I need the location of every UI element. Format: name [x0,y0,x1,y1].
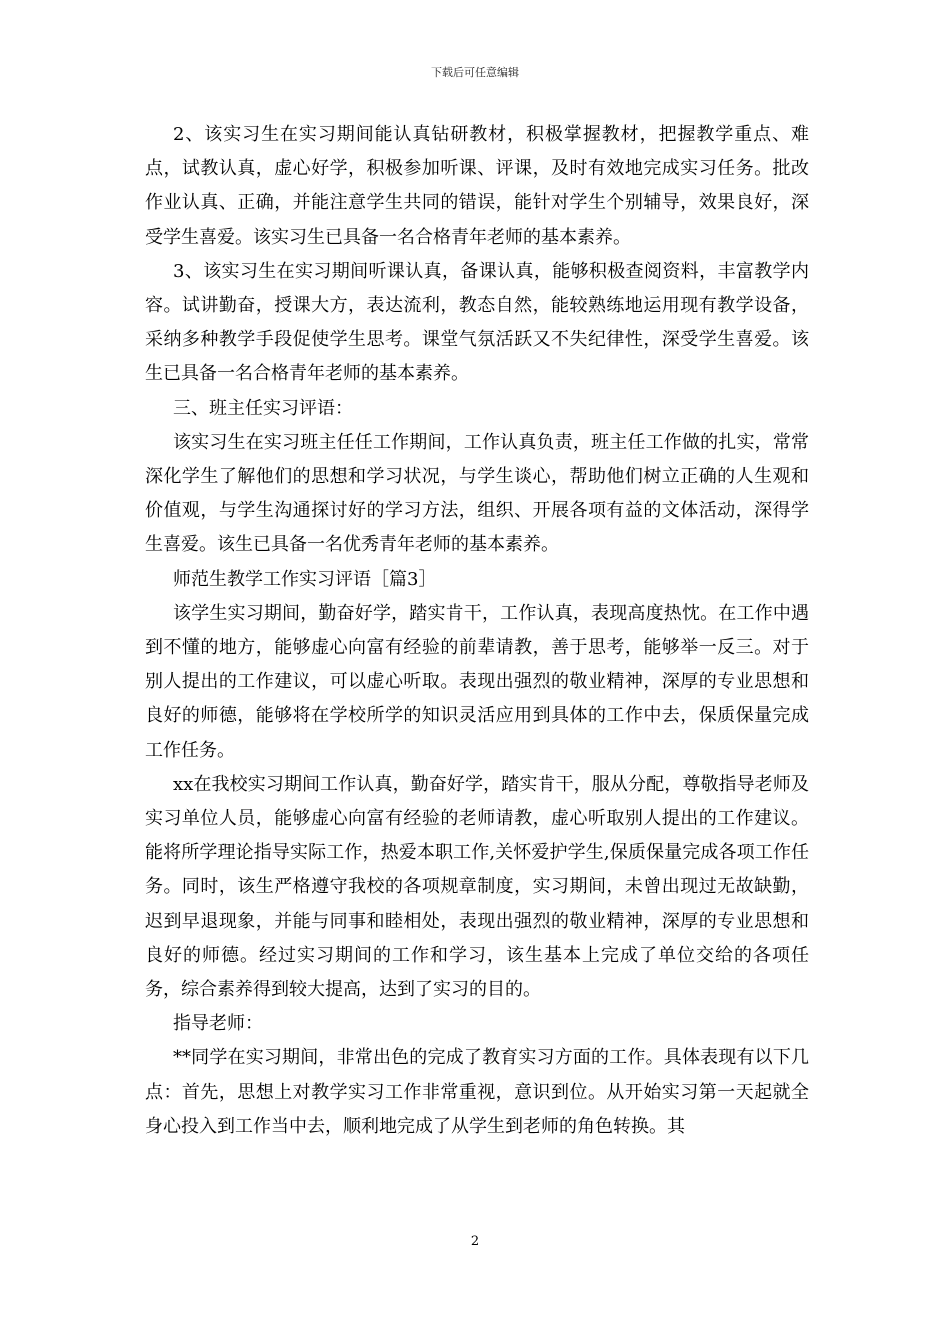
paragraph-3: 3、该实习生在实习期间听课认真，备课认真，能够积极查阅资料，丰富教学内容。试讲勤奋，授课大方，表达流利，教态自然，能较熟练地运用现有教学设备，采纳多种教学手段促使学生思考。课堂气氛活跃又不失纪律性，深受学生喜爱。该生已具备一名合格青年老师的基本素养。 [145,260,809,385]
section-heading-head-teacher: 三、班主任实习评语： [173,397,353,419]
section-heading-supervisor: 指导老师： [173,1013,263,1035]
paragraph-student-internship: 该学生实习期间，勤奋好学，踏实肯干，工作认真，表现高度热忱。在工作中遇到不懂的地方，能够虚心向富有经验的前辈请教，善于思考，能够举一反三。对于别人提出的工作建议，可以虚心听取。表现出强烈的敬业精神，深厚的专业思想和良好的师德，能够将在学校所学的知识灵活应用到具体的工作中去，保质保量完成工作任务。 [145,602,809,761]
document-body [145,118,809,1144]
paragraph-head-teacher: 该实习生在实习班主任任工作期间，工作认真负责，班主任工作做的扎实，常常深化学生了解他们的思想和学习状况，与学生谈心，帮助他们树立正确的人生观和价值观，与学生沟通探讨好的学习方法，组织、开展各项有益的文体活动，深得学生喜爱。该生已具备一名优秀青年老师的基本素养。 [145,431,809,556]
paragraph-supervisor: **同学在实习期间，非常出色的完成了教育实习方面的工作。具体表现有以下几点：首先，思想上对教学实习工作非常重视，意识到位。从开始实习第一天起就全身心投入到工作当中去，顺利地完成了从学生到老师的角色转换。其 [145,1047,809,1137]
page-header: 下载后可任意编辑 [431,66,519,79]
paragraph-xx-internship: xx在我校实习期间工作认真，勤奋好学，踏实肯干，服从分配，尊敬指导老师及实习单位人员，能够虚心向富有经验的老师请教，虚心听取别人提出的工作建议。能将所学理论指导实际工作，热爱本职工作,关怀爱护学生,保质保量完成各项工作任务。同时，该生严格遵守我校的各项规章制度，实习期间，未曾出现过无故缺勤，迟到早退现象，并能与同事和睦相处，表现出强烈的敬业精神，深厚的专业思想和良好的师德。经过实习期间的工作和学习，该生基本上完成了单位交给的各项任务，综合素养得到较大提高，达到了实习的目的。 [145,773,809,1001]
page-number: 2 [470,1234,480,1249]
section-heading-part-3: 师范生教学工作实习评语［篇3］ [173,568,437,590]
paragraph-2: 2、该实习生在实习期间能认真钻研教材，积极掌握教材，把握教学重点、难点，试教认真，虚心好学，积极参加听课、评课，及时有效地完成实习任务。批改作业认真、正确，并能注意学生共同的错误，能针对学生个别辅导，效果良好，深受学生喜爱。该实习生已具备一名合格青年老师的基本素养。 [145,124,809,248]
